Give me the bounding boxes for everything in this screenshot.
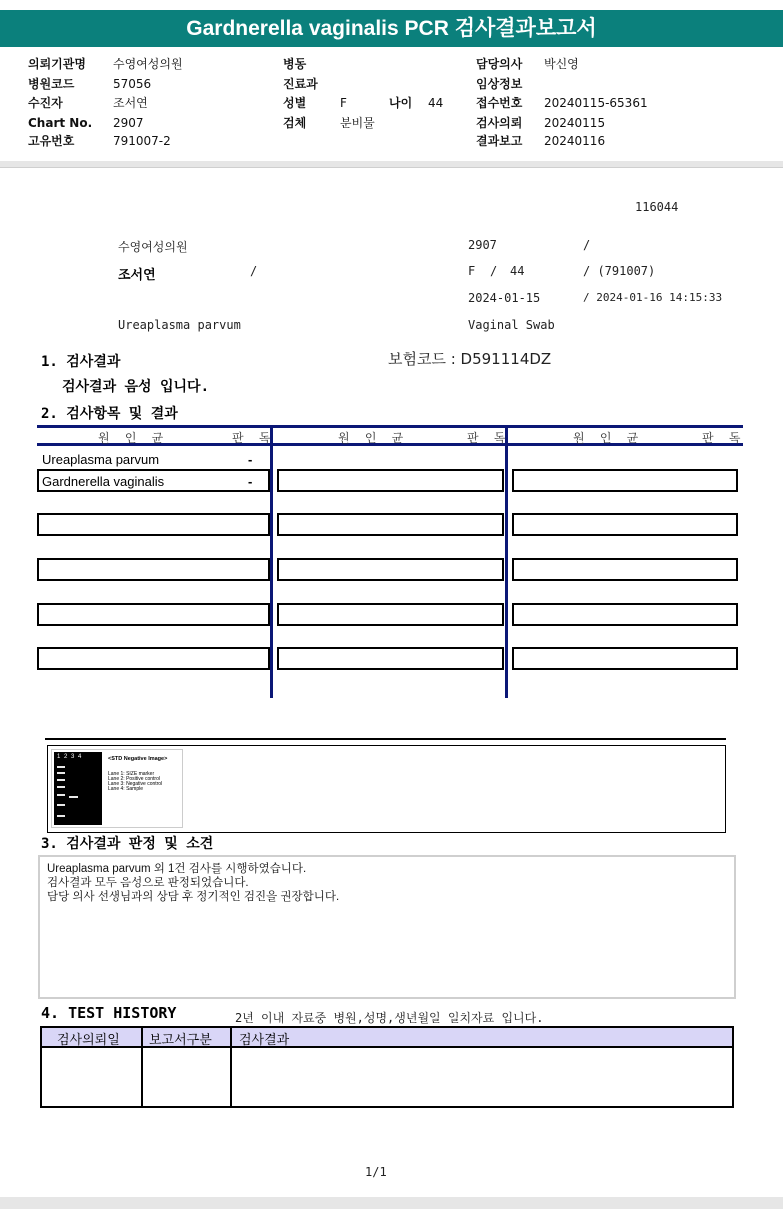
info-slash: / [250,264,258,278]
uid-label: 고유번호 [28,134,75,148]
receipt-label: 접수번호 [476,96,523,110]
gel-lane-numbers: 1 2 3 4 [57,754,83,760]
history-col-divider [141,1026,143,1108]
info-report-datetime: / 2024-01-16 14:15:33 [583,291,723,304]
info-specimen: Vaginal Swab [468,318,555,332]
patient-label: 수진자 [28,96,63,110]
marker-band [57,815,65,817]
result-value: - [248,474,253,489]
info-age: 44 [510,264,525,278]
result-cell [277,469,504,492]
result-cell [37,558,270,581]
info-birth: / (791007) [583,264,656,278]
specimen-label: 검체 [283,116,307,130]
history-note: 2년 이내 자료중 병원,성명,생년월일 일치자료 입니다. [235,1011,544,1025]
result-cell [277,558,504,581]
col-judgment-header: 판 독 [467,431,510,445]
history-col-divider [230,1026,232,1108]
comment-line: 검사결과 모두 음성으로 판정되었습니다. [47,877,249,889]
sex-label: 성별 [283,96,307,110]
marker-band [57,794,65,796]
gel-title: <STD Negative Image> [108,756,168,762]
result-cell [37,647,270,670]
history-col2: 보고서구분 [149,1033,212,1048]
age-value: 44 [428,96,444,110]
gel-lane1: Lane 1: SIZE marker [108,771,155,777]
gel-photo [54,752,102,825]
col-pathogen-header: 원 인 균 [338,431,408,445]
hospital-label: 의뢰기관명 [28,57,86,71]
table-column-divider [270,425,273,698]
gel-lane4: Lane 4: Sample [108,786,144,792]
info-patient: 조서연 [118,268,156,283]
info-slash: / [490,264,498,278]
info-slash: / [583,238,591,252]
section3-title: 3. 검사결과 판정 및 소견 [41,836,214,852]
request-label: 검사의뢰 [476,116,523,130]
footer-strip [0,1197,783,1209]
col-pathogen-header: 원 인 균 [573,431,643,445]
table-column-divider [505,425,508,698]
report-title: Gardnerella vaginalis PCR 검사결과보고서 [0,10,783,47]
age-label: 나이 [389,96,413,110]
hospital-value: 수영여성의원 [113,57,183,71]
info-sex: F [468,264,476,278]
request-value: 20240115 [544,116,606,130]
info-clinic: 수영여성의원 [118,240,188,254]
result-cell [277,647,504,670]
page-number: 1/1 [365,1165,387,1179]
marker-band [57,766,65,768]
positive-band [69,796,78,798]
section4-title: 4. TEST HISTORY [41,1004,177,1022]
report-number: 116044 [635,200,679,214]
history-header-row [40,1026,734,1048]
chart-label: Chart No. [28,116,93,130]
chart-value: 2907 [113,116,144,130]
result-cell [512,603,738,626]
result-cell [277,513,504,536]
header-divider-line [0,167,783,168]
result-name: Gardnerella vaginalis [42,474,165,489]
gel-image [51,749,183,828]
doctor-value: 박신영 [544,57,579,71]
comment-line: 담당 의사 선생님과의 상담 후 정기적인 검진을 권장합니다. [47,891,340,903]
marker-band [57,772,65,774]
col-judgment-header: 판 독 [232,431,275,445]
col-pathogen-header: 원 인 균 [98,431,168,445]
patient-value: 조서연 [113,96,148,110]
report-value: 20240116 [544,134,606,148]
info-request-date: 2024-01-15 [468,291,541,305]
dept-label: 진료과 [283,77,318,91]
section2-title: 2. 검사항목 및 결과 [41,406,178,422]
result-cell [37,603,270,626]
result-cell [512,647,738,670]
result-value: - [248,452,253,467]
result-cell [37,513,270,536]
history-header-rule [40,1046,734,1048]
col-judgment-header: 판 독 [702,431,745,445]
doctor-label: 담당의사 [476,57,523,71]
comment-line: Ureaplasma parvum 외 1건 검사를 시행하였습니다. [47,863,307,875]
ward-label: 병동 [283,57,307,71]
gel-lane3: Lane 3: Negative control [108,781,163,787]
result-name: Ureaplasma parvum [42,452,160,467]
section1-result: 검사결과 음성 입니다. [62,379,210,395]
marker-band [57,779,65,781]
specimen-value: 분비물 [340,116,375,130]
sex-value: F [340,96,347,110]
history-body [40,1046,734,1108]
code-value: 57056 [113,77,152,91]
gel-divider [45,738,726,740]
code-label: 병원코드 [28,77,75,91]
marker-band [57,786,65,788]
report-label: 결과보고 [476,134,523,148]
top-strip [0,0,783,10]
gel-lane2: Lane 2: Positive control [108,776,160,782]
history-col3: 검사결과 [239,1033,290,1048]
table-top-rule [37,425,743,428]
result-cell [512,513,738,536]
clinical-label: 임상정보 [476,77,523,91]
history-col1: 검사의뢰일 [57,1033,120,1048]
marker-band [57,804,65,806]
result-cell [512,469,738,492]
result-cell [277,603,504,626]
receipt-value: 20240115-65361 [544,96,648,110]
insurance-code: 보험코드 : D591114DZ [388,350,552,368]
result-cell [512,558,738,581]
info-chart: 2907 [468,238,497,252]
info-test: Ureaplasma parvum [118,318,241,332]
uid-value: 791007-2 [113,134,171,148]
section1-title: 1. 검사결과 [41,354,121,370]
comment-box [38,855,736,999]
